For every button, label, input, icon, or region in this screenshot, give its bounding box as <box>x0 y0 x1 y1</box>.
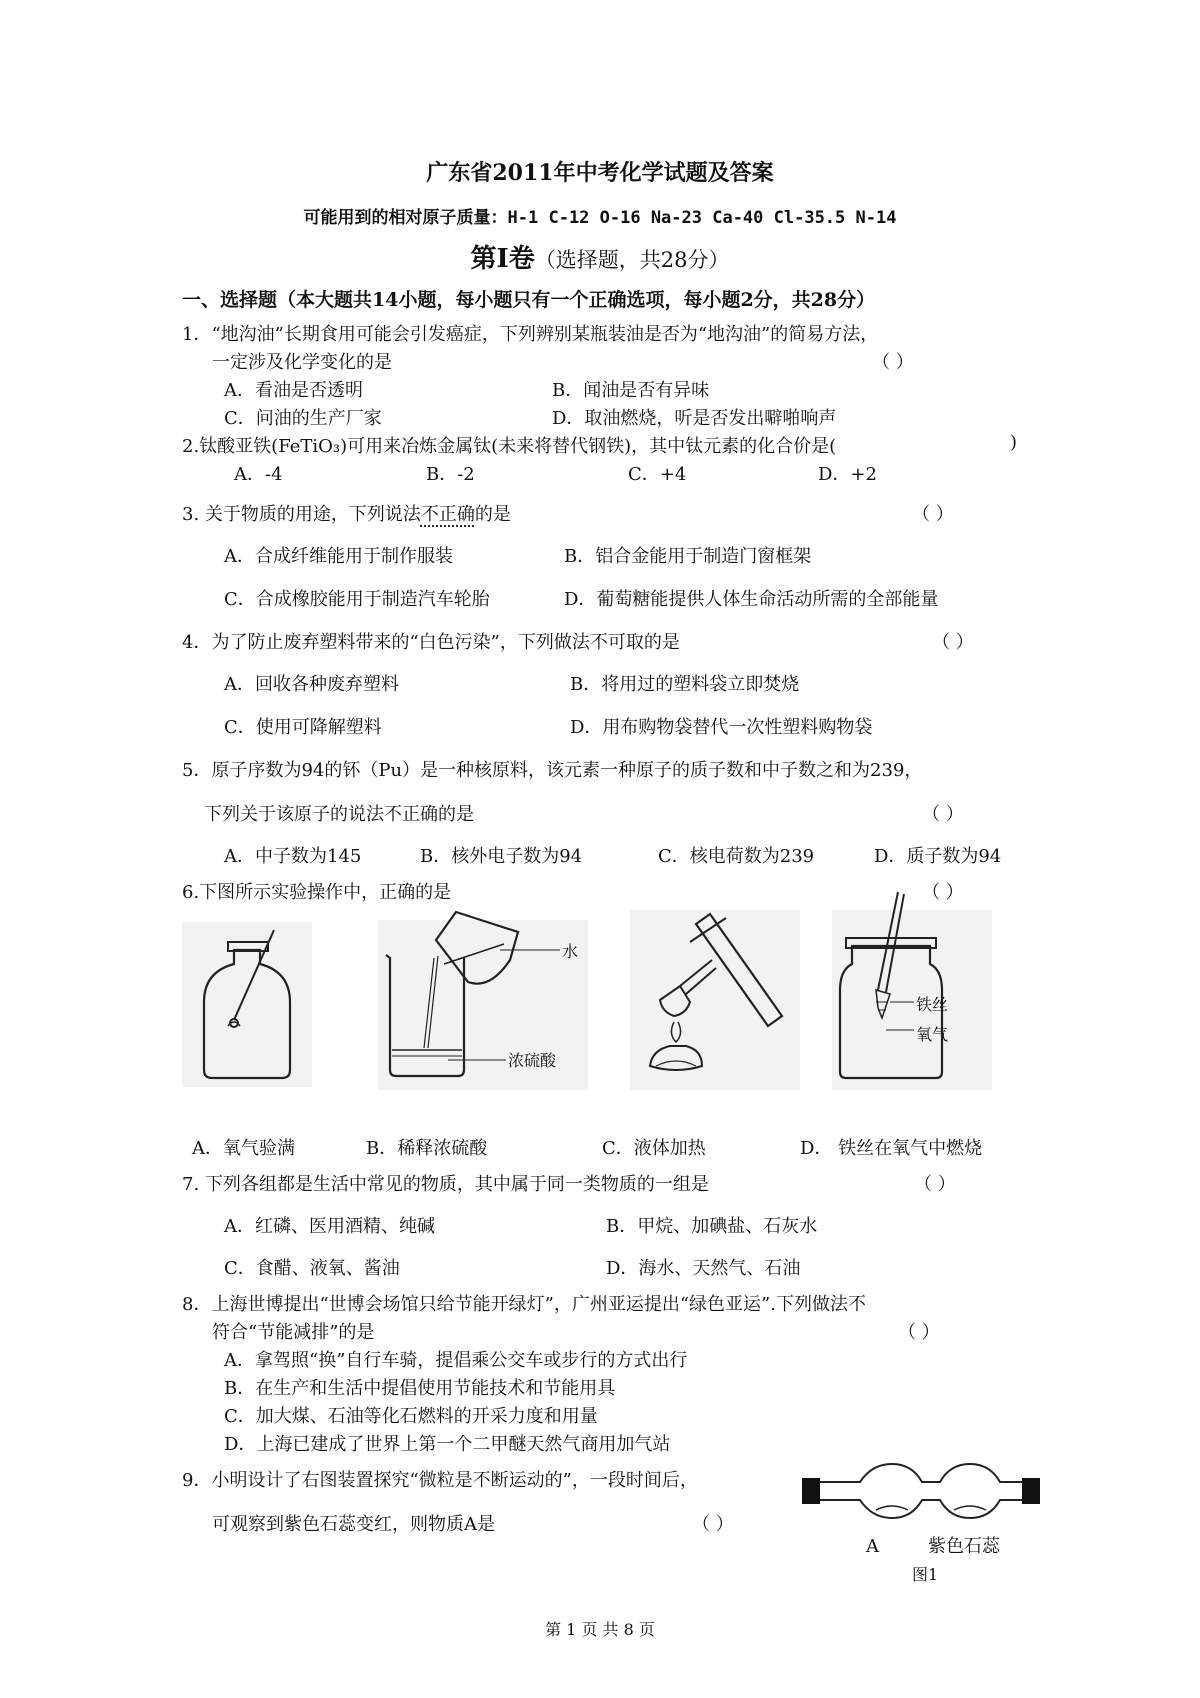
volume-label: 第Ⅰ卷 <box>470 244 535 274</box>
question-5-line-2: 下列关于该原子的说法不正确的是 <box>204 804 474 825</box>
volume-subtitle: （选择题，共28分） <box>534 248 730 272</box>
figure-dilute-acid <box>378 910 588 1090</box>
q1-option-c: C．问油的生产厂家 <box>224 408 382 429</box>
section-heading: 一、选择题（本大题共14小题，每小题只有一个正确选项，每小题2分，共28分） <box>182 289 876 311</box>
figure-oxygen-check <box>182 922 312 1087</box>
q6-option-a: A．氧气验满 <box>192 1138 295 1159</box>
q6-option-b: B．稀释浓硫酸 <box>366 1138 488 1159</box>
answer-paren-6: （ ） <box>922 882 964 903</box>
question-2: 2.钛酸亚铁(FeTiO₃)可用来冶炼金属钛(未来将替代钢铁)，其中钛元素的化合价是( <box>182 436 837 457</box>
question-9-line-1: 9．小明设计了右图装置探究“微粒是不断运动的”，一段时间后， <box>182 1470 698 1491</box>
q2-option-b: B．-2 <box>426 464 475 485</box>
volume-heading <box>0 238 1200 275</box>
q3-option-c: C．合成橡胶能用于制造汽车轮胎 <box>224 589 490 610</box>
question-8-line-2: 符合“节能减排”的是 <box>212 1322 375 1343</box>
question-1-line-1: 1．“地沟油”长期食用可能会引发癌症，下列辨别某瓶装油是否为“地沟油”的简易方法， <box>182 324 879 345</box>
answer-paren-9: （ ） <box>692 1514 734 1535</box>
figure-1-label-litmus: 紫色石蕊 <box>928 1536 1000 1557</box>
figure-1-label-a: A <box>866 1536 879 1557</box>
q2-option-c: C．+4 <box>628 464 687 485</box>
answer-paren-7: （ ） <box>914 1174 956 1195</box>
question-1-line-2: 一定涉及化学变化的是 <box>212 352 392 373</box>
question-3-pre: 3. 关于物质的用途，下列说法 <box>182 504 421 525</box>
q8-option-d: D．上海已建成了世界上第一个二甲醚天然气商用加气站 <box>224 1434 671 1455</box>
q4-option-a: A．回收各种废弃塑料 <box>224 674 399 695</box>
question-8-line-1: 8．上海世博提出“世博会场馆只给节能开绿灯”，广州亚运提出“绿色亚运”.下列做法不 <box>182 1294 866 1315</box>
q3-option-b: B．铝合金能用于制造门窗框架 <box>564 546 812 567</box>
q4-option-c: C．使用可降解塑料 <box>224 717 382 738</box>
q6-option-c: C．液体加热 <box>602 1138 706 1159</box>
figure-1-diffusion-tube <box>800 1458 1040 1530</box>
q3-option-a: A．合成纤维能用于制作服装 <box>224 546 453 567</box>
q1-option-b: B．闻油是否有异味 <box>552 380 710 401</box>
question-4: 4．为了防止废弃塑料带来的“白色污染”，下列做法不可取的是 <box>182 632 680 653</box>
q7-option-d: D．海水、天然气、石油 <box>606 1258 801 1279</box>
page-footer: 第 1 页 共 8 页 <box>545 1620 655 1639</box>
q8-option-b: B．在生产和生活中提倡使用节能技术和节能用具 <box>224 1378 616 1399</box>
question-6: 6.下图所示实验操作中，正确的是 <box>182 882 452 903</box>
question-2-close-paren: ) <box>1010 432 1018 453</box>
figure-label-water: 水 <box>562 942 579 961</box>
question-7: 7. 下列各组都是生活中常见的物质，其中属于同一类物质的一组是 <box>182 1174 709 1195</box>
q3-option-d: D．葡萄糖能提供人体生命活动所需的全部能量 <box>564 589 939 610</box>
q2-option-a: A．-4 <box>234 464 283 485</box>
question-9-line-2: 可观察到紫色石蕊变红，则物质A是 <box>212 1514 495 1535</box>
q6-option-d: D． 铁丝在氧气中燃烧 <box>800 1138 983 1159</box>
q4-option-b: B．将用过的塑料袋立即焚烧 <box>570 674 800 695</box>
q4-option-d: D．用布购物袋替代一次性塑料购物袋 <box>570 717 873 738</box>
question-3 <box>182 500 511 526</box>
figure-1-caption: 图1 <box>912 1565 939 1584</box>
question-5-line-1: 5．原子序数为94的钚（Pu）是一种核原料，该元素一种原子的质子数和中子数之和为239， <box>182 760 923 781</box>
figure-label-acid: 浓硫酸 <box>508 1051 557 1070</box>
q1-option-a: A．看油是否透明 <box>224 380 363 401</box>
atomic-masses: 可能用到的相对原子质量：H-1 C-12 O-16 Na-23 Ca-40 Cl-35.5 N-14 <box>303 208 897 228</box>
q7-option-b: B．甲烷、加碘盐、石灰水 <box>606 1216 818 1237</box>
q7-option-a: A．红磷、医用酒精、纯碱 <box>224 1216 435 1237</box>
question-3-emphasis: 不正确 <box>420 504 475 525</box>
q8-option-c: C．加大煤、石油等化石燃料的开采力度和用量 <box>224 1406 598 1427</box>
answer-paren-3: （ ） <box>912 504 954 525</box>
q5-option-d: D．质子数为94 <box>874 846 1002 867</box>
q5-option-a: A．中子数为145 <box>224 846 362 867</box>
answer-paren-8: （ ） <box>898 1322 940 1343</box>
figure-label-oxygen: 氧气 <box>916 1025 949 1044</box>
page-title: 广东省2011年中考化学试题及答案 <box>426 160 774 186</box>
q2-option-d: D．+2 <box>818 464 877 485</box>
answer-paren-5: （ ） <box>922 804 964 825</box>
q1-option-d: D．取油燃烧，听是否发出噼啪响声 <box>552 408 837 429</box>
figure-iron-wire-burning <box>832 890 992 1090</box>
q7-option-c: C．食醋、液氧、酱油 <box>224 1258 400 1279</box>
answer-paren-4: （ ） <box>932 632 974 653</box>
q5-option-b: B．核外电子数为94 <box>420 846 583 867</box>
q5-option-c: C．核电荷数为239 <box>658 846 815 867</box>
answer-paren-1: （ ） <box>872 352 914 373</box>
figure-liquid-heating <box>630 890 800 1090</box>
q8-option-a: A．拿驾照“换”自行车骑，提倡乘公交车或步行的方式出行 <box>224 1350 688 1371</box>
question-3-post: 的是 <box>474 504 511 525</box>
figure-label-iron-wire: 铁丝 <box>916 995 949 1014</box>
